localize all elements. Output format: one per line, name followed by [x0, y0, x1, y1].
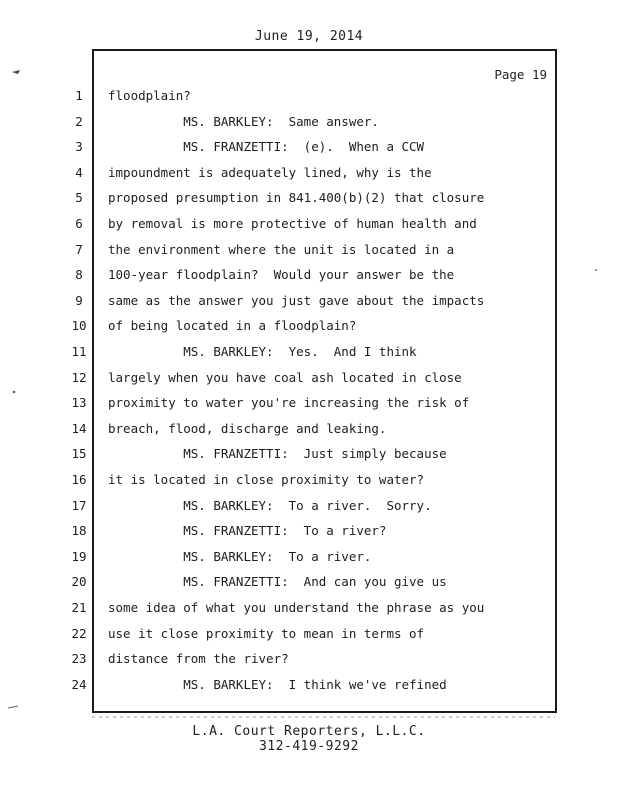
footer-phone: 312-419-9292 [259, 739, 359, 754]
transcript-line: MS. BARKLEY: I think we've refined [108, 677, 447, 692]
line-number: 3 [75, 139, 83, 154]
line-number: 9 [75, 293, 83, 308]
transcript-line: MS. BARKLEY: Yes. And I think [108, 344, 417, 359]
transcript-line: MS. FRANZETTI: To a river? [108, 523, 387, 538]
page-number-label: Page 19 [494, 67, 547, 82]
transcript-line: floodplain? [108, 88, 191, 103]
footer-company: L.A. Court Reporters, L.L.C. [192, 724, 426, 739]
line-number: 16 [71, 472, 87, 487]
transcript-line: proximity to water you're increasing the risk of [108, 395, 470, 410]
transcript-line: MS. BARKLEY: To a river. [108, 549, 372, 564]
line-number: 21 [71, 600, 87, 615]
line-number: 17 [71, 498, 87, 513]
line-number: 5 [75, 190, 83, 205]
line-number: 8 [75, 267, 83, 282]
line-number: 14 [71, 421, 87, 436]
line-number: 10 [71, 318, 87, 333]
line-number: 22 [71, 626, 87, 641]
line-number: 19 [71, 549, 87, 564]
transcript-line: largely when you have coal ash located in close [108, 370, 462, 385]
transcript-line: proposed presumption in 841.400(b)(2) that closure [108, 190, 485, 205]
transcript-line: some idea of what you understand the phrase as you [108, 600, 485, 615]
transcript-line: same as the answer you just gave about the impacts [108, 293, 485, 308]
transcript-line: MS. FRANZETTI: Just simply because [108, 446, 447, 461]
line-number: 4 [75, 165, 83, 180]
line-number: 15 [71, 446, 87, 461]
line-number: 24 [71, 677, 87, 692]
transcript-line: use it close proximity to mean in terms of [108, 626, 425, 641]
line-number: 13 [71, 395, 87, 410]
transcript-line: 100-year floodplain? Would your answer be the [108, 267, 455, 282]
header-date: June 19, 2014 [254, 29, 364, 44]
transcript-line: impoundment is adequately lined, why is the [108, 165, 432, 180]
transcript-line: of being located in a floodplain? [108, 318, 357, 333]
transcript-line: MS. FRANZETTI: And can you give us [108, 574, 447, 589]
line-number: 18 [71, 523, 87, 538]
transcript-line: it is located in close proximity to water? [108, 472, 425, 487]
line-number: 12 [71, 370, 87, 385]
transcript-line: MS. BARKLEY: To a river. Sorry. [108, 498, 432, 513]
scan-speck [595, 269, 597, 271]
transcript-line: MS. FRANZETTI: (e). When a CCW [108, 139, 425, 154]
scan-speck [12, 70, 20, 74]
transcript-line: distance from the river? [108, 651, 289, 666]
line-number: 2 [75, 114, 83, 129]
transcript-line: the environment where the unit is located in a [108, 242, 455, 257]
scan-speck [8, 706, 18, 708]
scan-speck [13, 391, 15, 393]
line-number: 7 [75, 242, 83, 257]
line-number: 20 [71, 574, 87, 589]
transcript-line: by removal is more protective of human health and [108, 216, 477, 231]
line-number: 11 [71, 344, 87, 359]
line-number: 6 [75, 216, 83, 231]
transcript-line: breach, flood, discharge and leaking. [108, 421, 387, 436]
line-number: 1 [75, 88, 83, 103]
transcript-line: MS. BARKLEY: Same answer. [108, 114, 379, 129]
line-number: 23 [71, 651, 87, 666]
